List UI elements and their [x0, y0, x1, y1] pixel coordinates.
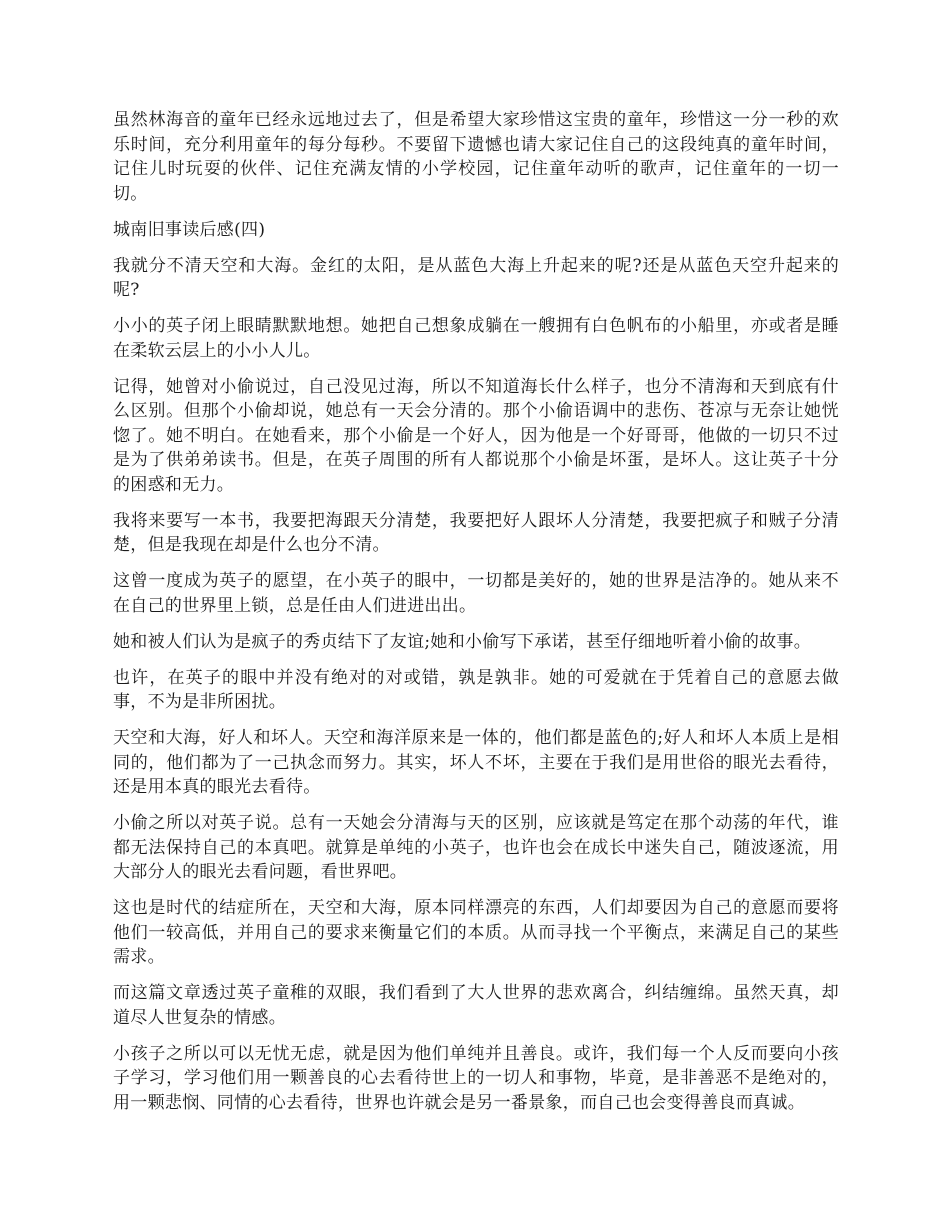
paragraph: 这曾一度成为英子的愿望，在小英子的眼中，一切都是美好的，她的世界是洁净的。她从来不在自己的世界里上锁，总是任由人们进进出出。 [113, 571, 839, 616]
paragraph: 记得，她曾对小偷说过，自己没见过海，所以不知道海长什么样子，也分不清海和天到底有什么区别。但那个小偷却说，她总有一天会分清的。那个小偷语调中的悲伤、苍凉与无奈让她恍惚了。她不明白。在她看来，那个小偷是一个好人，因为他是一个好哥哥，他做的一切只不过是为了供弟弟读书。但是，在英子周围的所有人都说那个小偷是坏蛋，是坏人。这让英子十分的困惑和无力。 [113, 376, 839, 495]
paragraph: 也许，在英子的眼中并没有绝对的对或错，孰是孰非。她的可爱就在于凭着自己的意愿去做事，不为是非所困扰。 [113, 667, 839, 712]
paragraph-closing: 小孩子之所以可以无忧无虑，就是因为他们单纯并且善良。或许，我们每一个人反而要向小孩子学习，学习他们用一颗善良的心去看待世上的一切人和事物，毕竟，是非善恶不是绝对的，用一颗悲悯、同情的心去看待，世界也许就会是另一番景象，而自己也会变得善良而真诚。 [113, 1043, 839, 1113]
paragraph: 我就分不清天空和大海。金红的太阳，是从蓝色大海上升起来的呢?还是从蓝色天空升起来的呢? [113, 255, 839, 300]
section-heading: 城南旧事读后感(四) [113, 219, 266, 240]
paragraph: 这也是时代的结症所在，天空和大海，原本同样漂亮的东西，人们却要因为自己的意愿而要将他们一较高低，并用自己的要求来衡量它们的本质。从而寻找一个平衡点，来满足自己的某些需求。 [113, 898, 839, 967]
paragraph: 她和被人们认为是疯子的秀贞结下了友谊;她和小偷写下承诺，甚至仔细地听着小偷的故事。 [113, 631, 812, 652]
paragraph: 小偷之所以对英子说。总有一天她会分清海与天的区别，应该就是笃定在那个动荡的年代，谁都无法保持自己的本真吧。就算是单纯的小英子，也许也会在成长中迷失自己，随波逐流，用大部分人的眼光去看问题，看世界吧。 [113, 813, 839, 882]
paragraph: 我将来要写一本书，我要把海跟天分清楚，我要把好人跟坏人分清楚，我要把疯子和贼子分清楚，但是我现在却是什么也分不清。 [113, 510, 839, 555]
paragraph: 而这篇文章透过英子童稚的双眼，我们看到了大人世界的悲欢离合，纠结缠绵。虽然天真，却道尽人世复杂的情感。 [113, 983, 839, 1028]
document-body [113, 108, 839, 1127]
paragraph-intro: 虽然林海音的童年已经永远地过去了，但是希望大家珍惜这宝贵的童年，珍惜这一分一秒的欢乐时间，充分利用童年的每分每秒。不要留下遗憾也请大家记住自己的这段纯真的童年时间，记住儿时玩耍的伙伴、记住充满友情的小学校园，记住童年动听的歌声，记住童年的一切一切。 [113, 110, 839, 204]
paragraph: 天空和大海，好人和坏人。天空和海洋原来是一体的，他们都是蓝色的;好人和坏人本质上是相同的，他们都为了一己执念而努力。其实，坏人不坏，主要在于我们是用世俗的眼光去看待，还是用本真的眼光去看待。 [113, 728, 839, 797]
paragraph: 小小的英子闭上眼睛默默地想。她把自己想象成躺在一艘拥有白色帆布的小船里，亦或者是睡在柔软云层上的小小人儿。 [113, 316, 839, 361]
